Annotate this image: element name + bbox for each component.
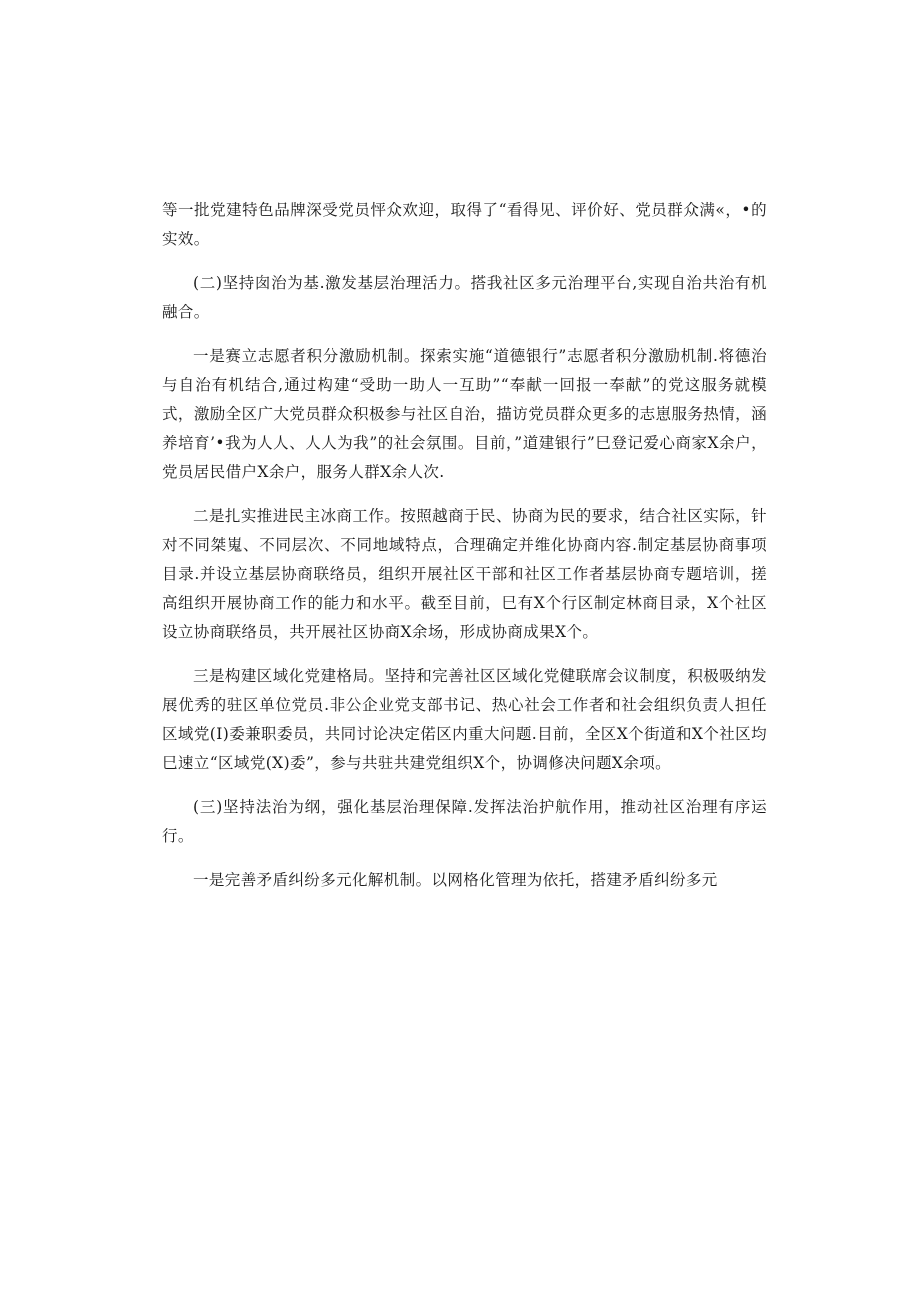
paragraph-dispute-resolution: 一是完善矛盾纠纷多元化解机制。以网格化管理为依托，搭建矛盾纠纷多元 — [193, 871, 718, 889]
document-body — [162, 196, 767, 895]
section-heading-3: (三)坚持法治为纲，强化基层治理保障.发挥法治护航作用，推动社区治理有序运行。 — [162, 798, 767, 845]
section-heading-2: (二)坚持囱治为基.激发基层治理活力。搭我社区多元治理平台,实现自治共治有机融合。 — [162, 274, 767, 321]
paragraph-continuation: 等一批党建特色品牌深受党员怦众欢迎，取得了“看得见、评价好、党员群众满«，•的实效。 — [162, 201, 767, 248]
paragraph-democratic-consultation: 二是扎实推进民主冰商工作。按照越商于民、协商为民的要求，结合社区实际，针对不同桀嵬、不同层次、不同地域特点，合理确定并维化协商内容.制定基层协商事项目录.并设立基层协商联络员，组织开展社区干部和社区工作者基层协商专题培训，搓高组织开展协商工作的能力和水平。截至目前，巳有X个行区制定林商目录，X个社区设立协商联络员，共开展社区协商X余场，形成协商成果X个。 — [162, 507, 767, 641]
paragraph-volunteer-points: 一是赛立志愿者积分激励机制。探索实施“道德银行”志愿者积分激励机制.将德治与自治有机结合,通过构建“受助一助人一互助”“奉献一回报一奉献”的党这服务就模式，激励全区广大党员群众积极参与社区自治，描访党员群众更多的志崽服务热情，涵养培育’•我为人人、人人为我”的社会氛围。目前，”道建银行”巳登记爱心商家X余户，党员居民借户X余户，服务人群X余人次. — [162, 347, 767, 481]
paragraph-regional-party-building: 三是构建区域化党建格局。坚持和完善社区区域化党健联席会议制度，积极吸纳发展优秀的驻区单位党员.非公企业党支部书记、热心社会工作者和社会组织负责人担任区域党(I)委兼职委员，共同讨论决定偌区内重大问题.目前，全区X个街道和X个社区均巳速立“区域党(X)委”，参与共驻共建党组织X个，协调修决问题X余项。 — [162, 667, 767, 772]
